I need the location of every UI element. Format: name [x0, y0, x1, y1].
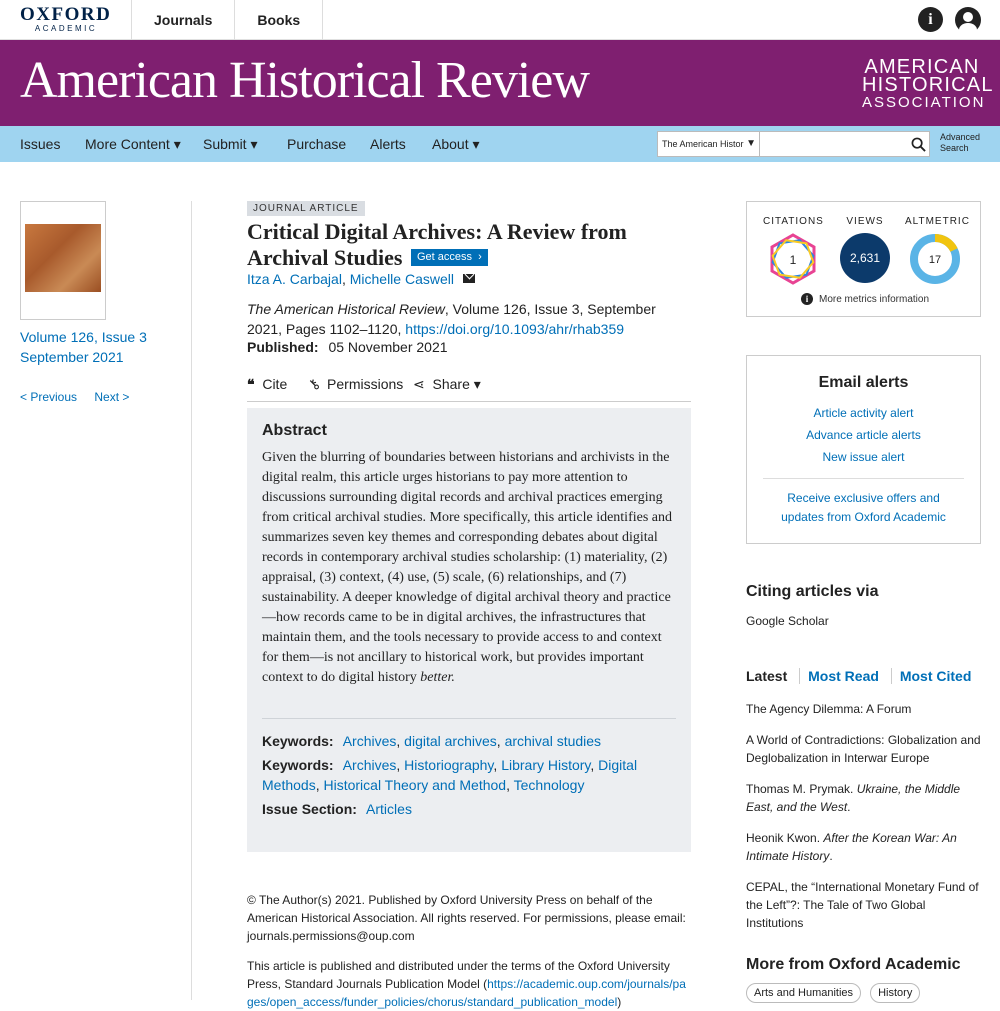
new-issue-alert-link[interactable]: New issue alert — [822, 450, 905, 464]
next-link[interactable]: Next > — [94, 390, 130, 404]
views-label: VIEWS — [846, 216, 884, 227]
chevron-down-icon: ▼ — [746, 138, 756, 149]
license-end: ) — [617, 995, 622, 1009]
list-item[interactable] — [746, 731, 986, 767]
abstract-divider — [262, 718, 676, 719]
keyword-link[interactable]: Technology — [513, 777, 585, 793]
keyword-link[interactable]: Archives — [342, 733, 397, 749]
nav-alerts[interactable]: Alerts — [370, 136, 406, 152]
list-item-italic: After the Korean War: An Intimate History — [746, 831, 957, 863]
list-item-tail: . — [829, 849, 833, 863]
nav-more-content[interactable]: More Content ▾ — [85, 136, 181, 152]
journal-banner — [0, 40, 1000, 126]
author-link[interactable]: Michelle Caswell — [349, 271, 454, 287]
altmetric-label: ALTMETRIC — [905, 216, 970, 227]
article-activity-alert-link[interactable]: Article activity alert — [813, 406, 914, 420]
metrics-panel — [746, 201, 981, 317]
previous-link[interactable]: < Previous — [20, 390, 78, 404]
issue-section-row — [262, 799, 676, 819]
chevron-right-icon: › — [475, 251, 482, 263]
abstract-heading: Abstract — [262, 422, 327, 439]
search-scope-select[interactable] — [658, 132, 760, 156]
list-item-text: The Agency Dilemma: A Forum — [746, 702, 912, 716]
citations-count: 1 — [789, 253, 797, 267]
license-text: This article is published and distributed under the terms of the Oxford University Press, Standard Journals Publication Model ( — [247, 959, 670, 991]
keywords-label: Keywords: — [262, 733, 334, 749]
issue-info — [20, 327, 147, 367]
issue-volume-link[interactable]: Volume 126, Issue 3 — [20, 329, 147, 345]
keyword-link[interactable]: Library History — [501, 757, 591, 773]
abstract-text — [262, 448, 676, 688]
latest-tabs — [746, 668, 979, 684]
list-item-tail: . — [847, 800, 851, 814]
published-value: 05 November 2021 — [328, 339, 448, 355]
keyword-link[interactable]: Historiography — [404, 757, 494, 773]
get-access-label: Get access — [417, 251, 473, 263]
tab-latest[interactable]: Latest — [746, 668, 788, 684]
list-item[interactable] — [746, 700, 986, 718]
share-label: Share ▾ — [432, 376, 481, 392]
exclusive-offers-link[interactable]: Receive exclusive offers and updates from Oxford Academic — [781, 491, 946, 524]
license-link[interactable]: https://academic.oup.com/journals/pages/open_access/funder_policies/chorus/standard_publication_model — [247, 977, 686, 1009]
article-tools — [247, 376, 691, 402]
journal-name: The American Historical Review — [247, 301, 445, 317]
keyword-link[interactable]: archival studies — [504, 733, 602, 749]
aha-logo-line3: ASSOCIATION — [862, 94, 986, 111]
issue-cover-image[interactable] — [20, 201, 106, 320]
more-metrics-link[interactable] — [801, 293, 929, 305]
list-item[interactable] — [746, 878, 986, 932]
chip-arts-humanities[interactable]: Arts and Humanities — [746, 983, 861, 1003]
nav-submit[interactable]: Submit ▾ — [203, 136, 258, 152]
keywords-label: Keywords: — [262, 757, 334, 773]
logo-line2: ACADEMIC — [34, 24, 98, 33]
chip-history[interactable]: History — [870, 983, 920, 1003]
issue-date-link[interactable]: September 2021 — [20, 349, 124, 365]
abstract-end: better. — [420, 670, 455, 685]
list-item-text: Heonik Kwon. — [746, 831, 824, 845]
nav-about[interactable]: About ▾ — [432, 136, 480, 152]
tab-most-cited[interactable]: Most Cited — [891, 668, 980, 684]
altmetric-score: 17 — [928, 254, 942, 266]
author-link[interactable]: Itza A. Carbajal — [247, 271, 342, 287]
info-icon: i — [801, 293, 813, 305]
email-alerts-panel — [746, 355, 981, 544]
views-count[interactable]: 2,631 — [840, 233, 890, 283]
aha-logo-line2: HISTORICAL — [862, 74, 994, 96]
list-item-text: CEPAL, the “International Monetary Fund of the Left”?: The Tale of Two Global Institutions — [746, 880, 979, 930]
published-label: Published: — [247, 339, 319, 355]
cite-button[interactable] — [247, 376, 287, 393]
aha-logo-line1: AMERICAN — [864, 56, 980, 78]
advanced-search-link[interactable]: Advanced Search — [940, 132, 981, 153]
published-date — [247, 339, 448, 355]
citing-articles-heading: Citing articles via — [746, 583, 879, 600]
nav-purchase[interactable]: Purchase — [287, 136, 347, 152]
get-access-button[interactable] — [411, 249, 488, 266]
share-button[interactable] — [413, 376, 481, 393]
list-item[interactable] — [746, 780, 986, 816]
logo-line1: OXFORD — [20, 4, 112, 25]
list-item-text: A World of Contradictions: Globalization and Deglobalization in Interwar Europe — [746, 733, 981, 765]
copyright-notice: © The Author(s) 2021. Published by Oxford University Press on behalf of the American Historical Association. All rights reserved. For permissions, please email: journals.permissions@oup.com — [247, 893, 686, 943]
subject-chips — [746, 983, 926, 1003]
citations-label: CITATIONS — [763, 216, 824, 227]
share-icon: ⋖ — [413, 376, 425, 392]
keyword-link[interactable]: Historical Theory and Method — [323, 777, 507, 793]
permissions-button[interactable] — [304, 374, 404, 394]
search-box — [657, 131, 930, 157]
permissions-label: Permissions — [327, 376, 404, 392]
quote-icon: ❝ — [247, 377, 255, 393]
email-alerts-heading: Email alerts — [818, 374, 909, 391]
citation-line — [247, 299, 691, 339]
keyword-link[interactable]: Archives — [342, 757, 397, 773]
keywords-row: Keywords: Archives, digital archives, archival studies — [262, 733, 602, 749]
search-icon[interactable] — [911, 137, 926, 152]
top-nav-journals[interactable]: Journals — [131, 0, 234, 40]
doi-link[interactable]: https://doi.org/10.1093/ahr/rhab359 — [405, 321, 625, 337]
advance-article-alerts-link[interactable]: Advance article alerts — [806, 428, 921, 442]
list-item-italic: Ukraine, the Middle East, and the West — [746, 782, 961, 814]
citation-details: , Volume 126, Issue 3, September 2021, Pages 1102–1120, — [247, 301, 656, 337]
license-notice — [247, 957, 691, 1011]
journal-title[interactable]: American Historical Review — [20, 52, 589, 109]
more-metrics-label: More metrics information — [819, 294, 930, 305]
search-scope-value: The American Histor — [662, 139, 744, 149]
altmetric-donut[interactable] — [909, 233, 961, 285]
top-nav-books[interactable]: Books — [234, 0, 323, 40]
issue-section-link[interactable]: Articles — [366, 801, 412, 817]
info-icon[interactable]: i — [918, 7, 943, 32]
citations-badge[interactable] — [767, 233, 819, 285]
list-item[interactable] — [746, 829, 986, 865]
list-item-text: Thomas M. Prymak. — [746, 782, 857, 796]
keyword-link[interactable]: Digital Methods — [262, 757, 638, 793]
top-nav — [131, 0, 323, 40]
search-input[interactable] — [761, 132, 906, 156]
keyword-link[interactable]: digital archives — [404, 733, 497, 749]
tab-most-read[interactable]: Most Read — [799, 668, 887, 684]
aha-logo[interactable] — [862, 56, 994, 112]
abstract-section — [247, 408, 691, 852]
article-title: Critical Digital Archives: A Review from Archival Studies — [247, 219, 627, 270]
email-icon[interactable] — [463, 274, 475, 283]
more-from-heading: More from Oxford Academic — [746, 956, 961, 973]
nav-issues[interactable]: Issues — [20, 136, 61, 152]
top-bar — [0, 0, 1000, 40]
cite-label: Cite — [262, 376, 288, 392]
key-icon: ⚷ — [304, 374, 324, 394]
oxford-academic-logo[interactable] — [20, 6, 112, 34]
article-type-badge: JOURNAL ARTICLE — [247, 201, 365, 216]
issue-pager — [20, 390, 143, 404]
alerts-divider — [763, 478, 964, 479]
keywords-row: Keywords: Archives, Historiography, Library History, Digital Methods, Historical Theory and Method, Technology — [262, 757, 638, 793]
column-divider — [191, 201, 192, 1000]
author-list: Itza A. Carbajal, Michelle Caswell — [247, 271, 475, 287]
google-scholar-link[interactable]: Google Scholar — [746, 614, 829, 628]
issue-section-label: Issue Section: — [262, 801, 357, 817]
user-account-icon[interactable] — [955, 7, 981, 33]
abstract-body: Given the blurring of boundaries between historians and archivists in the digital realm, this article urges historians to pay more attention to discussions surrounding digital records and archival practices emerging from critical archival studies. More specifically, this article identifies and summarizes seven key themes and corresponding debates about digital records in contemporary archival studies scholarship: (1) materiality, (2) appraisal, (3) context, (4) use, (5) scale, (6) relationships, and (7) sustainability. A deeper knowledge of digital archival theory and practice—how records came to be in digital archives, the infrastructures that maintain them, and the tools necessary to provide access to and context for them—is not ancillary to historical work, but provides important context to do digital history — [262, 450, 672, 685]
